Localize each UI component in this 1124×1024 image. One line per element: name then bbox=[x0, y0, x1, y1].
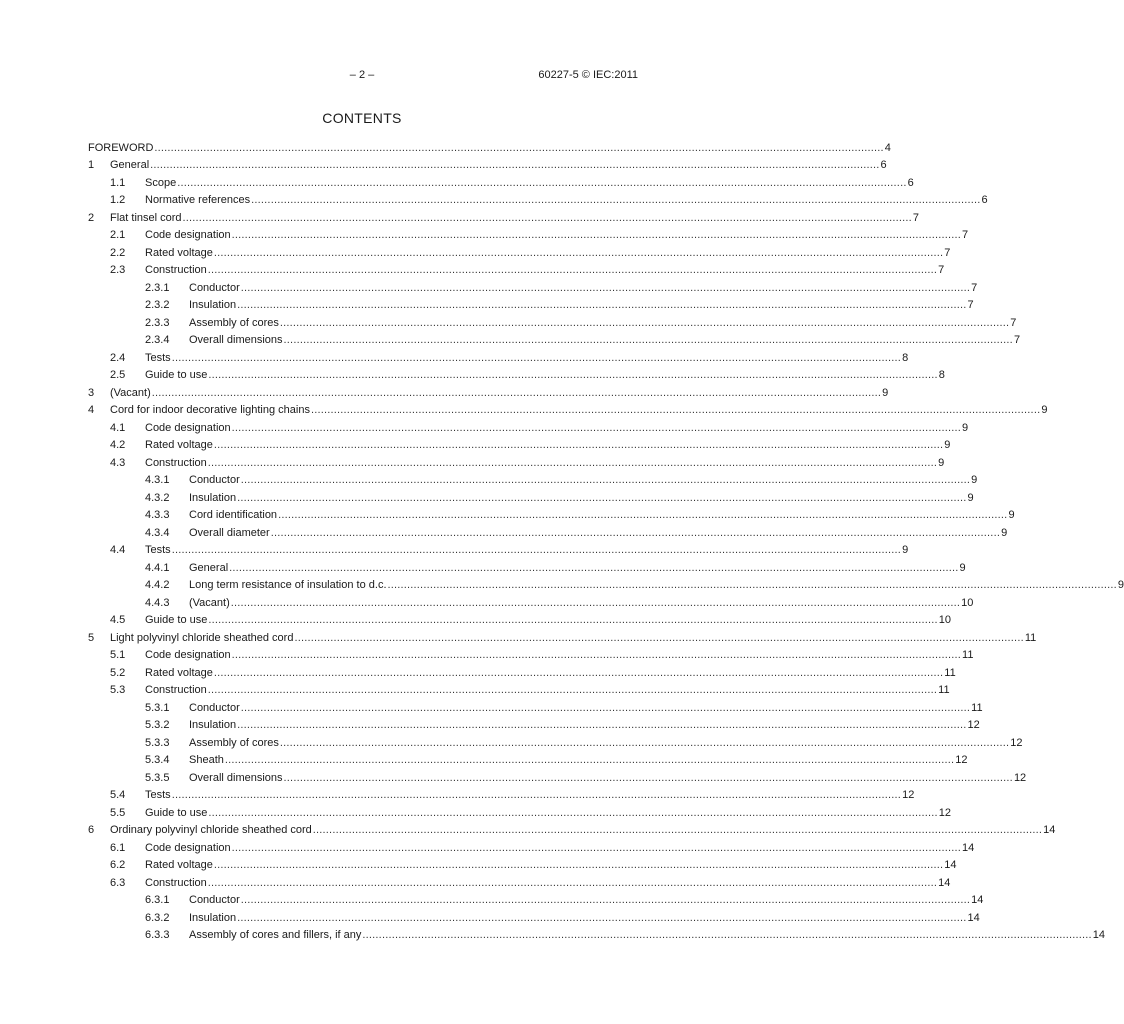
toc-entry-number: 4.4.3 bbox=[145, 596, 170, 609]
toc-entry-page: 10 bbox=[961, 596, 974, 609]
toc-entry[interactable] bbox=[88, 820, 1056, 838]
toc-entry-number: 5.4 bbox=[110, 789, 126, 801]
toc-entry-page: 9 bbox=[967, 491, 974, 504]
toc-entry-label: Conductor bbox=[189, 701, 240, 714]
dot-leader bbox=[214, 247, 943, 260]
dot-leader bbox=[284, 334, 1013, 347]
toc-entry[interactable] bbox=[88, 277, 978, 295]
toc-entry-label: Overall diameter bbox=[189, 526, 270, 539]
dot-leader bbox=[388, 579, 1117, 592]
toc-entry-label: Normative references bbox=[145, 194, 251, 206]
toc-entry-page: 14 bbox=[1043, 824, 1056, 836]
toc-entry[interactable] bbox=[88, 697, 983, 715]
dot-leader bbox=[362, 929, 1091, 942]
dot-leader bbox=[232, 422, 961, 435]
toc-entry-label: (Vacant) bbox=[189, 596, 230, 609]
dot-leader bbox=[313, 824, 1042, 837]
dot-leader bbox=[294, 632, 1023, 645]
page-title: CONTENTS bbox=[322, 110, 402, 126]
toc-entry-number: 5.3.2 bbox=[145, 719, 170, 731]
dot-leader bbox=[251, 194, 980, 207]
dot-leader bbox=[280, 737, 1009, 750]
toc-entry-number: 4.3 bbox=[110, 456, 126, 469]
toc-entry-page: 11 bbox=[938, 684, 950, 696]
toc-entry-page: 7 bbox=[944, 246, 951, 259]
toc-entry-number: 3 bbox=[88, 386, 95, 399]
toc-entry-number: 6.1 bbox=[110, 841, 126, 854]
toc-entry-number: 2.4 bbox=[110, 351, 126, 364]
toc-entry-page: 7 bbox=[1013, 334, 1021, 346]
toc-entry[interactable] bbox=[88, 627, 1037, 645]
dot-leader bbox=[311, 404, 1040, 417]
toc-entry-label: Conductor bbox=[189, 894, 240, 906]
toc-entry-label: Code designation bbox=[145, 229, 231, 241]
toc-entry-page: 7 bbox=[967, 299, 974, 311]
toc-entry-page: 9 bbox=[971, 474, 978, 486]
toc-entry-label: FOREWORD bbox=[88, 141, 154, 154]
toc-entry-label: Scope bbox=[145, 176, 177, 189]
toc-entry-page: 8 bbox=[902, 351, 909, 364]
toc-entry-page: 14 bbox=[967, 911, 980, 924]
dot-leader bbox=[271, 527, 1000, 540]
dot-leader bbox=[208, 614, 937, 627]
dot-leader bbox=[172, 789, 901, 802]
toc-entry-label: Ordinary polyvinyl chloride sheathed cord bbox=[110, 824, 312, 836]
toc-entry[interactable] bbox=[88, 312, 1017, 330]
toc-entry-label: Sheath bbox=[189, 754, 224, 766]
dot-leader bbox=[241, 282, 970, 295]
toc-entry-number: 4.4.1 bbox=[145, 561, 170, 574]
toc-entry[interactable] bbox=[88, 487, 974, 505]
toc-entry[interactable] bbox=[88, 382, 889, 400]
dot-leader bbox=[150, 159, 879, 172]
toc-entry-page: 9 bbox=[959, 561, 966, 574]
toc-entry[interactable] bbox=[88, 715, 980, 733]
toc-entry-label: Overall dimensions bbox=[189, 771, 283, 784]
toc-entry-number: 4.5 bbox=[110, 614, 126, 626]
toc-entry-label: General bbox=[189, 561, 229, 574]
toc-entry-number: 2 bbox=[88, 211, 95, 224]
toc-entry-label: Insulation bbox=[189, 911, 237, 924]
toc-entry-page: 11 bbox=[971, 701, 983, 714]
toc-entry[interactable] bbox=[88, 172, 914, 190]
toc-entry[interactable] bbox=[88, 365, 945, 383]
toc-entry-page: 9 bbox=[1041, 404, 1048, 416]
toc-entry-page: 6 bbox=[880, 159, 887, 171]
toc-entry-number: 6 bbox=[88, 824, 95, 836]
dot-leader bbox=[241, 474, 970, 487]
toc-entry-label: Rated voltage bbox=[145, 666, 213, 679]
toc-entry-number: 6.3 bbox=[110, 876, 126, 889]
toc-entry-label: Rated voltage bbox=[145, 859, 213, 871]
dot-leader bbox=[237, 719, 966, 732]
toc-entry-number: 4.4.2 bbox=[145, 579, 170, 591]
toc-entry-number: 2.2 bbox=[110, 246, 126, 259]
toc-entry-label: Insulation bbox=[189, 491, 237, 504]
toc-entry-number: 4.3.2 bbox=[145, 491, 170, 504]
dot-leader bbox=[208, 684, 937, 697]
toc-entry[interactable] bbox=[88, 137, 891, 155]
toc-entry-number: 5.3.1 bbox=[145, 701, 170, 714]
toc-entry-number: 4.1 bbox=[110, 421, 126, 434]
toc-entry[interactable] bbox=[88, 155, 887, 173]
toc-entry-label: Tests bbox=[145, 351, 171, 364]
toc-entry-label: Long term resistance of insulation to d.c. bbox=[189, 579, 387, 591]
toc-entry-page: 7 bbox=[938, 264, 945, 276]
toc-entry-number: 2.3.2 bbox=[145, 299, 170, 311]
toc-entry-number: 5.3 bbox=[110, 684, 126, 696]
toc-entry-number: 1.1 bbox=[110, 176, 126, 189]
dot-leader bbox=[152, 387, 881, 400]
toc-entry-number: 2.3.1 bbox=[145, 281, 170, 294]
toc-entry-label: Assembly of cores bbox=[189, 736, 279, 749]
toc-entry-number: 6.2 bbox=[110, 859, 126, 871]
toc-entry[interactable] bbox=[88, 452, 945, 470]
toc-entry-page: 9 bbox=[962, 421, 969, 434]
dot-leader bbox=[208, 369, 937, 382]
dot-leader bbox=[241, 702, 970, 715]
toc-entry-label: Conductor bbox=[189, 281, 240, 294]
toc-entry-label: Insulation bbox=[189, 299, 237, 311]
toc-entry-number: 2.3.4 bbox=[145, 334, 170, 346]
toc-entry-page: 12 bbox=[1010, 736, 1023, 749]
dot-leader bbox=[183, 212, 912, 225]
toc-entry-page: 9 bbox=[1001, 526, 1008, 539]
toc-entry[interactable] bbox=[88, 522, 1008, 540]
toc-entry-page: 9 bbox=[882, 386, 889, 399]
toc-entry-number: 2.3 bbox=[110, 264, 126, 276]
dot-leader bbox=[284, 772, 1013, 785]
toc-entry-page: 9 bbox=[944, 439, 951, 451]
toc-entry[interactable] bbox=[88, 785, 915, 803]
toc-entry-number: 2.3.3 bbox=[145, 316, 170, 329]
dot-leader bbox=[231, 597, 960, 610]
toc-entry-label: Code designation bbox=[145, 421, 231, 434]
dot-leader bbox=[172, 544, 901, 557]
toc-entry-number: 1.2 bbox=[110, 194, 126, 206]
toc-entry-label: Construction bbox=[145, 876, 207, 889]
toc-entry-label: Cord for indoor decorative lighting chains bbox=[110, 404, 310, 416]
toc-entry-label: Assembly of cores and fillers, if any bbox=[189, 929, 362, 941]
toc-entry[interactable] bbox=[88, 260, 945, 278]
toc-entry-page: 7 bbox=[971, 281, 978, 294]
dot-leader bbox=[172, 352, 901, 365]
toc-entry-number: 5.3.5 bbox=[145, 771, 170, 784]
toc-entry-page: 12 bbox=[902, 789, 915, 801]
toc-entry-number: 5.2 bbox=[110, 666, 126, 679]
dot-leader bbox=[232, 842, 961, 855]
dot-leader bbox=[177, 177, 906, 190]
toc-entry[interactable] bbox=[88, 400, 1048, 418]
toc-entry[interactable] bbox=[88, 592, 974, 610]
toc-entry-page: 9 bbox=[902, 544, 909, 556]
toc-entry-page: 12 bbox=[938, 806, 952, 819]
toc-entry[interactable] bbox=[88, 680, 950, 698]
dot-leader bbox=[280, 317, 1009, 330]
toc-entry[interactable] bbox=[88, 207, 920, 225]
document-reference: 60227-5 © IEC:2011 bbox=[538, 69, 638, 81]
toc-entry-page: 11 bbox=[1024, 631, 1037, 644]
toc-entry-page: 7 bbox=[1010, 316, 1017, 329]
toc-entry-number: 5.5 bbox=[110, 806, 126, 819]
toc-entry-label: Construction bbox=[145, 264, 207, 276]
toc-entry-label: Code designation bbox=[145, 841, 231, 854]
dot-leader bbox=[214, 859, 943, 872]
toc-entry-number: 4.2 bbox=[110, 439, 126, 451]
toc-entry[interactable] bbox=[88, 347, 909, 365]
toc-entry-label: Cord identification bbox=[189, 509, 278, 521]
toc-entry-page: 14 bbox=[962, 841, 975, 854]
toc-entry-label: Overall dimensions bbox=[189, 334, 283, 346]
toc-entry-label: Construction bbox=[145, 456, 207, 469]
toc-entry-number: 5.3.3 bbox=[145, 736, 170, 749]
toc-entry[interactable] bbox=[88, 925, 1106, 943]
toc-entry-number: 1 bbox=[88, 159, 95, 171]
dot-leader bbox=[278, 509, 1007, 522]
toc-entry[interactable] bbox=[88, 540, 909, 558]
dot-leader bbox=[154, 142, 883, 155]
dot-leader bbox=[237, 299, 966, 312]
toc-entry-label: Assembly of cores bbox=[189, 316, 279, 329]
toc-entry-label: Guide to use bbox=[145, 806, 208, 819]
toc-entry-label: Rated voltage bbox=[145, 439, 213, 451]
toc-entry-page: 14 bbox=[944, 859, 957, 871]
toc-entry[interactable] bbox=[88, 767, 1027, 785]
toc-entry[interactable] bbox=[88, 470, 978, 488]
toc-entry-label: Construction bbox=[145, 684, 207, 696]
toc-entry[interactable] bbox=[88, 645, 974, 663]
toc-entry-page: 14 bbox=[938, 876, 951, 889]
toc-entry-number: 6.3.2 bbox=[145, 911, 170, 924]
dot-leader bbox=[237, 492, 966, 505]
toc-entry[interactable] bbox=[88, 242, 951, 260]
toc-entry-number: 4.3.3 bbox=[145, 509, 170, 521]
toc-entry[interactable] bbox=[88, 435, 951, 453]
toc-entry-page: 6 bbox=[981, 194, 988, 206]
toc-entry-label: Light polyvinyl chloride sheathed cord bbox=[110, 631, 294, 644]
toc-entry-number: 2.1 bbox=[110, 229, 126, 241]
toc-entry-number: 4 bbox=[88, 404, 95, 416]
toc-entry-label: Guide to use bbox=[145, 369, 208, 381]
toc-entry[interactable] bbox=[88, 190, 988, 208]
toc-entry[interactable] bbox=[88, 417, 969, 435]
toc-entry-number: 4.3.1 bbox=[145, 474, 170, 486]
toc-entry-number: 6.3.1 bbox=[145, 894, 170, 906]
toc-entry-label: Flat tinsel cord bbox=[110, 211, 182, 224]
toc-entry-label: Insulation bbox=[189, 719, 237, 731]
toc-entry-label: Tests bbox=[145, 544, 171, 556]
toc-entry[interactable] bbox=[88, 330, 1021, 348]
toc-entry-number: 4.3.4 bbox=[145, 526, 170, 539]
toc-entry-label: Rated voltage bbox=[145, 246, 213, 259]
toc-entry-number: 5.1 bbox=[110, 649, 126, 661]
dot-leader bbox=[214, 667, 943, 680]
toc-entry-number: 6.3.3 bbox=[145, 929, 170, 941]
toc-entry[interactable] bbox=[88, 802, 952, 820]
toc-entry[interactable] bbox=[88, 575, 1124, 593]
toc-entry-page: 7 bbox=[962, 229, 969, 241]
toc-entry-page: 12 bbox=[955, 754, 968, 766]
toc-entry-page: 12 bbox=[967, 719, 980, 731]
toc-entry-number: 5 bbox=[88, 631, 95, 644]
toc-entry-number: 5.3.4 bbox=[145, 754, 170, 766]
toc-entry[interactable] bbox=[88, 750, 968, 768]
dot-leader bbox=[208, 877, 937, 890]
dot-leader bbox=[232, 649, 961, 662]
toc-entry-number: 4.4 bbox=[110, 544, 126, 556]
dot-leader bbox=[237, 912, 966, 925]
toc-entry-label: Tests bbox=[145, 789, 171, 801]
toc-entry-label: Guide to use bbox=[145, 614, 208, 626]
toc-entry-page: 11 bbox=[962, 649, 974, 661]
page-number: – 2 – bbox=[349, 69, 375, 81]
toc-entry[interactable] bbox=[88, 907, 980, 925]
toc-entry-page: 4 bbox=[884, 141, 891, 154]
dot-leader bbox=[232, 229, 961, 242]
toc-entry[interactable] bbox=[88, 225, 969, 243]
dot-leader bbox=[208, 457, 937, 470]
toc-entry-page: 14 bbox=[971, 894, 984, 906]
toc-entry[interactable] bbox=[88, 872, 951, 890]
toc-entry[interactable] bbox=[88, 855, 957, 873]
toc-entry-page: 7 bbox=[912, 211, 920, 224]
toc-entry-label: (Vacant) bbox=[110, 386, 151, 399]
dot-leader bbox=[229, 562, 958, 575]
dot-leader bbox=[214, 439, 943, 452]
toc-entry-page: 6 bbox=[907, 176, 914, 189]
toc-entry-page: 8 bbox=[938, 369, 945, 381]
toc-entry-page: 11 bbox=[944, 666, 956, 679]
toc-entry[interactable] bbox=[88, 505, 1015, 523]
toc-entry[interactable] bbox=[88, 557, 966, 575]
dot-leader bbox=[225, 754, 954, 767]
toc-entry-label: Code designation bbox=[145, 649, 231, 661]
toc-entry-label: General bbox=[110, 159, 150, 171]
dot-leader bbox=[208, 264, 937, 277]
toc-entry[interactable] bbox=[88, 890, 984, 908]
toc-entry-page: 9 bbox=[1008, 509, 1015, 521]
dot-leader bbox=[208, 807, 937, 820]
toc-entry[interactable] bbox=[88, 662, 956, 680]
dot-leader bbox=[241, 894, 970, 907]
toc-entry-page: 10 bbox=[938, 614, 952, 626]
toc-entry-label: Conductor bbox=[189, 474, 240, 486]
table-of-contents bbox=[88, 137, 1124, 942]
toc-entry-number: 2.5 bbox=[110, 369, 126, 381]
toc-entry-page: 12 bbox=[1013, 771, 1027, 784]
toc-entry[interactable] bbox=[88, 732, 1023, 750]
toc-entry-page: 9 bbox=[938, 456, 945, 469]
toc-entry-page: 9 bbox=[1117, 579, 1124, 591]
toc-entry[interactable] bbox=[88, 610, 952, 628]
toc-entry[interactable] bbox=[88, 837, 975, 855]
toc-entry[interactable] bbox=[88, 295, 974, 313]
toc-entry-page: 14 bbox=[1092, 929, 1106, 941]
